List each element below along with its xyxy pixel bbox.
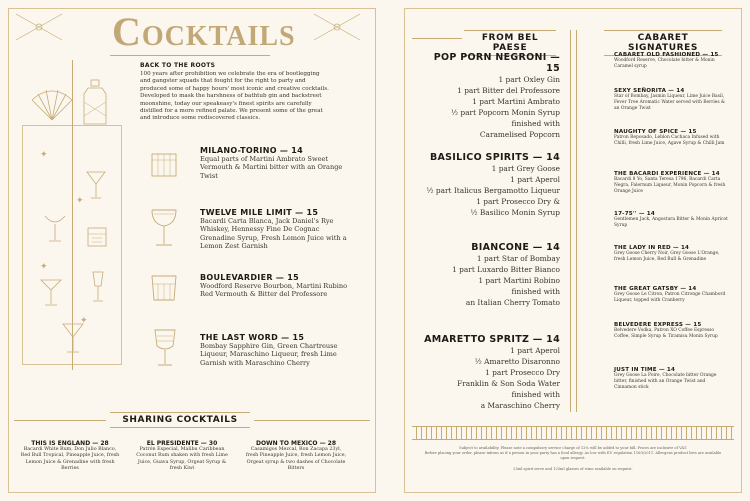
right-drink bbox=[614, 171, 728, 211]
drink-name: 17-75'' — 14 bbox=[614, 211, 655, 217]
middle-drink bbox=[420, 242, 560, 308]
footer-line: Before placing your order, please inform us if a person in your party has a food allergy. As low with EU regulation 1169/2011. Allergens product lists are available upon request. bbox=[424, 451, 722, 460]
title-underline bbox=[110, 55, 270, 56]
drink-item bbox=[200, 273, 350, 299]
sharing-name: THIS IS ENGLAND — 28 bbox=[31, 440, 109, 447]
drink-name: MILANO-TORINO — 14 bbox=[200, 146, 304, 155]
drink-desc: Patron Reposado, Leblon Cachaca Infused with Chilli, fresh Lime Juice, Agave Syrup & Chilli Jam bbox=[614, 135, 725, 146]
drink-desc: Grey Goose Le Citron, Patron Citronge Chambord Liqueur, topped with Cranberry bbox=[614, 292, 726, 303]
ingredient-line: finished with bbox=[511, 287, 560, 296]
corner-ornament-icon bbox=[14, 12, 64, 42]
sharing-heading: SHARING COCKTAILS bbox=[122, 415, 238, 425]
sparkle-icon: ✦ bbox=[80, 316, 88, 326]
deco-band bbox=[412, 426, 734, 440]
drink-name: THE LAST WORD — 15 bbox=[200, 333, 305, 342]
ingredient-line: ½ Basilico Monin Syrup bbox=[470, 208, 560, 217]
drink-desc: Bacardi Carta Blanca, Jack Daniel's Rye Whiskey, Hennessy Fine De Cognac Grenadine Syrup, Fresh Lemon Juice with a Lemon Zest Garnish bbox=[200, 217, 347, 251]
drink-name: THE GREAT GATSBY — 14 bbox=[614, 286, 697, 292]
ingredient-line: 1 part Bitter del Professore bbox=[457, 86, 560, 95]
tumbler-icon bbox=[86, 226, 108, 248]
drink-name: BELVEDERE EXPRESS — 15 bbox=[614, 322, 702, 328]
middle-drink bbox=[420, 334, 560, 411]
drink-name: TWELVE MILE LIMIT — 15 bbox=[200, 208, 319, 217]
column-divider bbox=[570, 30, 571, 412]
sparkle-icon: ✦ bbox=[40, 262, 48, 272]
right-drink bbox=[614, 322, 728, 367]
sparkle-icon: ✦ bbox=[76, 196, 84, 206]
middle-rule bbox=[412, 38, 462, 39]
ingredient-line: 1 part Aperol bbox=[510, 175, 560, 184]
martini-glass-icon bbox=[62, 322, 84, 354]
coupe-glass-icon bbox=[150, 208, 178, 248]
ingredient-line: ½ Amaretto Disaronno bbox=[474, 357, 560, 366]
drink-item bbox=[200, 146, 350, 180]
ingredient-line: 1 part Aperol bbox=[510, 346, 560, 355]
drink-name: SEXY SEÑORITA — 14 bbox=[614, 88, 685, 94]
drink-name: BASILICO SPIRITS — 14 bbox=[429, 152, 560, 163]
ingredient-line: Caramelised Popcorn bbox=[479, 130, 560, 139]
sharing-item bbox=[132, 440, 232, 473]
drink-name: THE LADY IN RED — 14 bbox=[614, 245, 690, 251]
sharing-rule-left bbox=[14, 420, 106, 421]
drink-desc: Grey Goose La Poire, Chocolate bitter Orange bitter, finished with an Orange Twist and Cinnamon stick bbox=[614, 373, 717, 390]
ingredient-line: 1 part Prosecco Dry & bbox=[476, 197, 560, 206]
footer-line: 25ml spirit serve and 125ml glasses of wine available on request. bbox=[513, 467, 633, 471]
ingredient-line: 1 part Martini Robino bbox=[478, 276, 560, 285]
drink-desc: Bacardi 8 Yo, Santa Teresa 1796, Bacardi Carta Negra, Falernum Liqueur, Monin Popcorn & fresh Orange Juice bbox=[614, 177, 726, 194]
flute-glass-icon bbox=[90, 270, 106, 304]
drink-name: AMARETTO SPRITZ — 14 bbox=[424, 334, 560, 345]
corner-ornament-icon bbox=[312, 12, 362, 42]
ingredient-line: a Maraschino Cherry bbox=[480, 401, 560, 410]
right-drink-list bbox=[614, 52, 728, 390]
drink-desc: Bombay Sapphire Gin, Green Chartreuse Liqueur, Maraschino Liqueur, fresh Lime Garnish with Maraschino Cherry bbox=[200, 342, 338, 367]
drink-name: THE BACARDI EXPERIENCE — 14 bbox=[614, 171, 720, 177]
right-drink bbox=[614, 211, 728, 245]
intro-heading: BACK TO THE ROOTS bbox=[140, 62, 216, 69]
goblet-glass-icon bbox=[152, 328, 178, 368]
drink-desc: Grey Goose Cherry Noir, Grey Goose L'Orange, fresh Lemon Juice, Red Bull & Grenadine bbox=[614, 251, 720, 262]
drink-name: JUST IN TIME — 14 bbox=[614, 367, 676, 373]
ingredient-line: 1 part Oxley Gin bbox=[498, 75, 560, 84]
right-drink bbox=[614, 286, 728, 322]
ingredient-line: Franklin & Son Soda Water bbox=[457, 379, 560, 388]
ingredient-line: 1 part Martini Ambrato bbox=[472, 97, 560, 106]
right-drink bbox=[614, 129, 728, 171]
ingredient-line: an Italian Cherry Tomato bbox=[465, 298, 560, 307]
sharing-item bbox=[20, 440, 120, 473]
decanter-icon bbox=[80, 78, 110, 128]
drink-item bbox=[200, 333, 350, 367]
drink-name: CABARET OLD FASHIONED — 15 bbox=[614, 52, 719, 58]
middle-heading: FROM BEL PAESE bbox=[481, 33, 539, 53]
sharing-item bbox=[244, 440, 348, 473]
page-title: Cocktails bbox=[112, 9, 296, 54]
sharing-desc: Casamigos Mezcal, Ron Zacapa 23yl, fresh Pineapple Juice, fresh Lemon Juice, Orgeat syrup & two dashes of Chocolate Bitters bbox=[245, 447, 347, 472]
rocks-glass-icon bbox=[150, 150, 178, 178]
middle-drink bbox=[420, 152, 560, 218]
drink-name: POP PORN NEGRONI — 15 bbox=[433, 52, 560, 74]
fan-icon bbox=[30, 88, 74, 122]
martini-glass-icon bbox=[86, 170, 106, 200]
ingredient-line: 1 part Luxardo Bitter Bianco bbox=[452, 265, 560, 274]
drink-desc: Equal parts of Martini Ambrato Sweet Vermouth & Martini bitter with an Orange Twist bbox=[200, 155, 343, 180]
sharing-rule-right bbox=[254, 420, 370, 421]
ingredient-line: 1 part Prosecco Dry bbox=[485, 368, 560, 377]
ingredient-line: 1 part Star of Bombay bbox=[476, 254, 560, 263]
drink-name: BIANCONE — 14 bbox=[471, 242, 560, 253]
sharing-name: EL PRESIDENTE — 30 bbox=[146, 440, 218, 447]
ingredient-line: finished with bbox=[511, 119, 560, 128]
drink-desc: Star of Bombay, Jasmin Liqueur, Lime Juice Basil, Fever Tree Aromatic Water served with Berries & an Orange Twist bbox=[614, 94, 725, 111]
drink-desc: Belvedere Vodka, Patron XO Coffee Espresso Coffee, Simple Syrup & Tiramisu Monin Syrup bbox=[614, 328, 718, 339]
drink-name: NAUGHTY OF SPICE — 15 bbox=[614, 129, 697, 135]
middle-drink bbox=[420, 52, 560, 140]
drink-desc: Gentlemen Jack, Angostura Bitter & Monin Apricot Syrup bbox=[614, 217, 728, 228]
ingredient-line: ½ part Popcorn Monin Syrup bbox=[450, 108, 560, 117]
rocks-glass-icon bbox=[150, 272, 178, 302]
coupe-glass-icon bbox=[44, 214, 66, 244]
ingredient-line: ½ part Italicus Bergamotto Liqueur bbox=[426, 186, 560, 195]
sparkle-icon: ✦ bbox=[40, 150, 48, 160]
intro-text: 100 years after prohibition we celebrate the era of bootlegging and gangster squads that fought for the right to party and produced some of happy hours' most iconic and creative cocktails. Developed to mask the harshness of bathtub gin and backstreet moonshine, today our speakeasy's finest spirits are carefully distilled for a more refined palate. We present some of the great and introduce some rediscovered classics. bbox=[140, 71, 329, 122]
right-drink bbox=[614, 245, 728, 286]
drink-name: BOULEVARDIER — 15 bbox=[200, 273, 300, 282]
coupe-glass-icon bbox=[40, 278, 62, 308]
right-drink bbox=[614, 88, 728, 129]
footer bbox=[420, 446, 726, 472]
right-drink bbox=[614, 52, 728, 88]
sharing-desc: Bacardi White Rum, Don Julio Blanco, Red Bull Tropical, Pineapple Juice, fresh Lemon Juice & Grenadine with fresh Berries bbox=[20, 447, 120, 472]
sharing-heading-box bbox=[110, 412, 250, 428]
intro-block bbox=[140, 62, 330, 123]
sharing-desc: Patrón Especial, Malibu Caribbean Coconut Rum shaken with fresh Lime Juice, Guava Syrup, Orgeat Syrup & fresh Kiwi bbox=[136, 447, 228, 472]
footer-line: Subject to availability. Please note a compulsory service charge of 12% will be added to your bill. Prices are inclusive of VAT. bbox=[459, 446, 687, 450]
ingredient-line: finished with bbox=[511, 390, 560, 399]
right-drink bbox=[614, 367, 728, 390]
column-divider bbox=[576, 30, 577, 412]
sharing-name: DOWN TO MEXICO — 28 bbox=[255, 440, 337, 447]
drink-item bbox=[200, 208, 350, 251]
drink-desc: Woodford Reserve Bourbon, Martini Rubino Red Vermouth & Bitter del Professore bbox=[200, 282, 348, 299]
drink-desc: Woodford Reserve, Chocolate bitter & Monin Caramel syrup bbox=[614, 58, 715, 69]
ingredient-line: 1 part Grey Goose bbox=[491, 164, 560, 173]
right-heading: CABARET SIGNATURES bbox=[627, 33, 699, 53]
